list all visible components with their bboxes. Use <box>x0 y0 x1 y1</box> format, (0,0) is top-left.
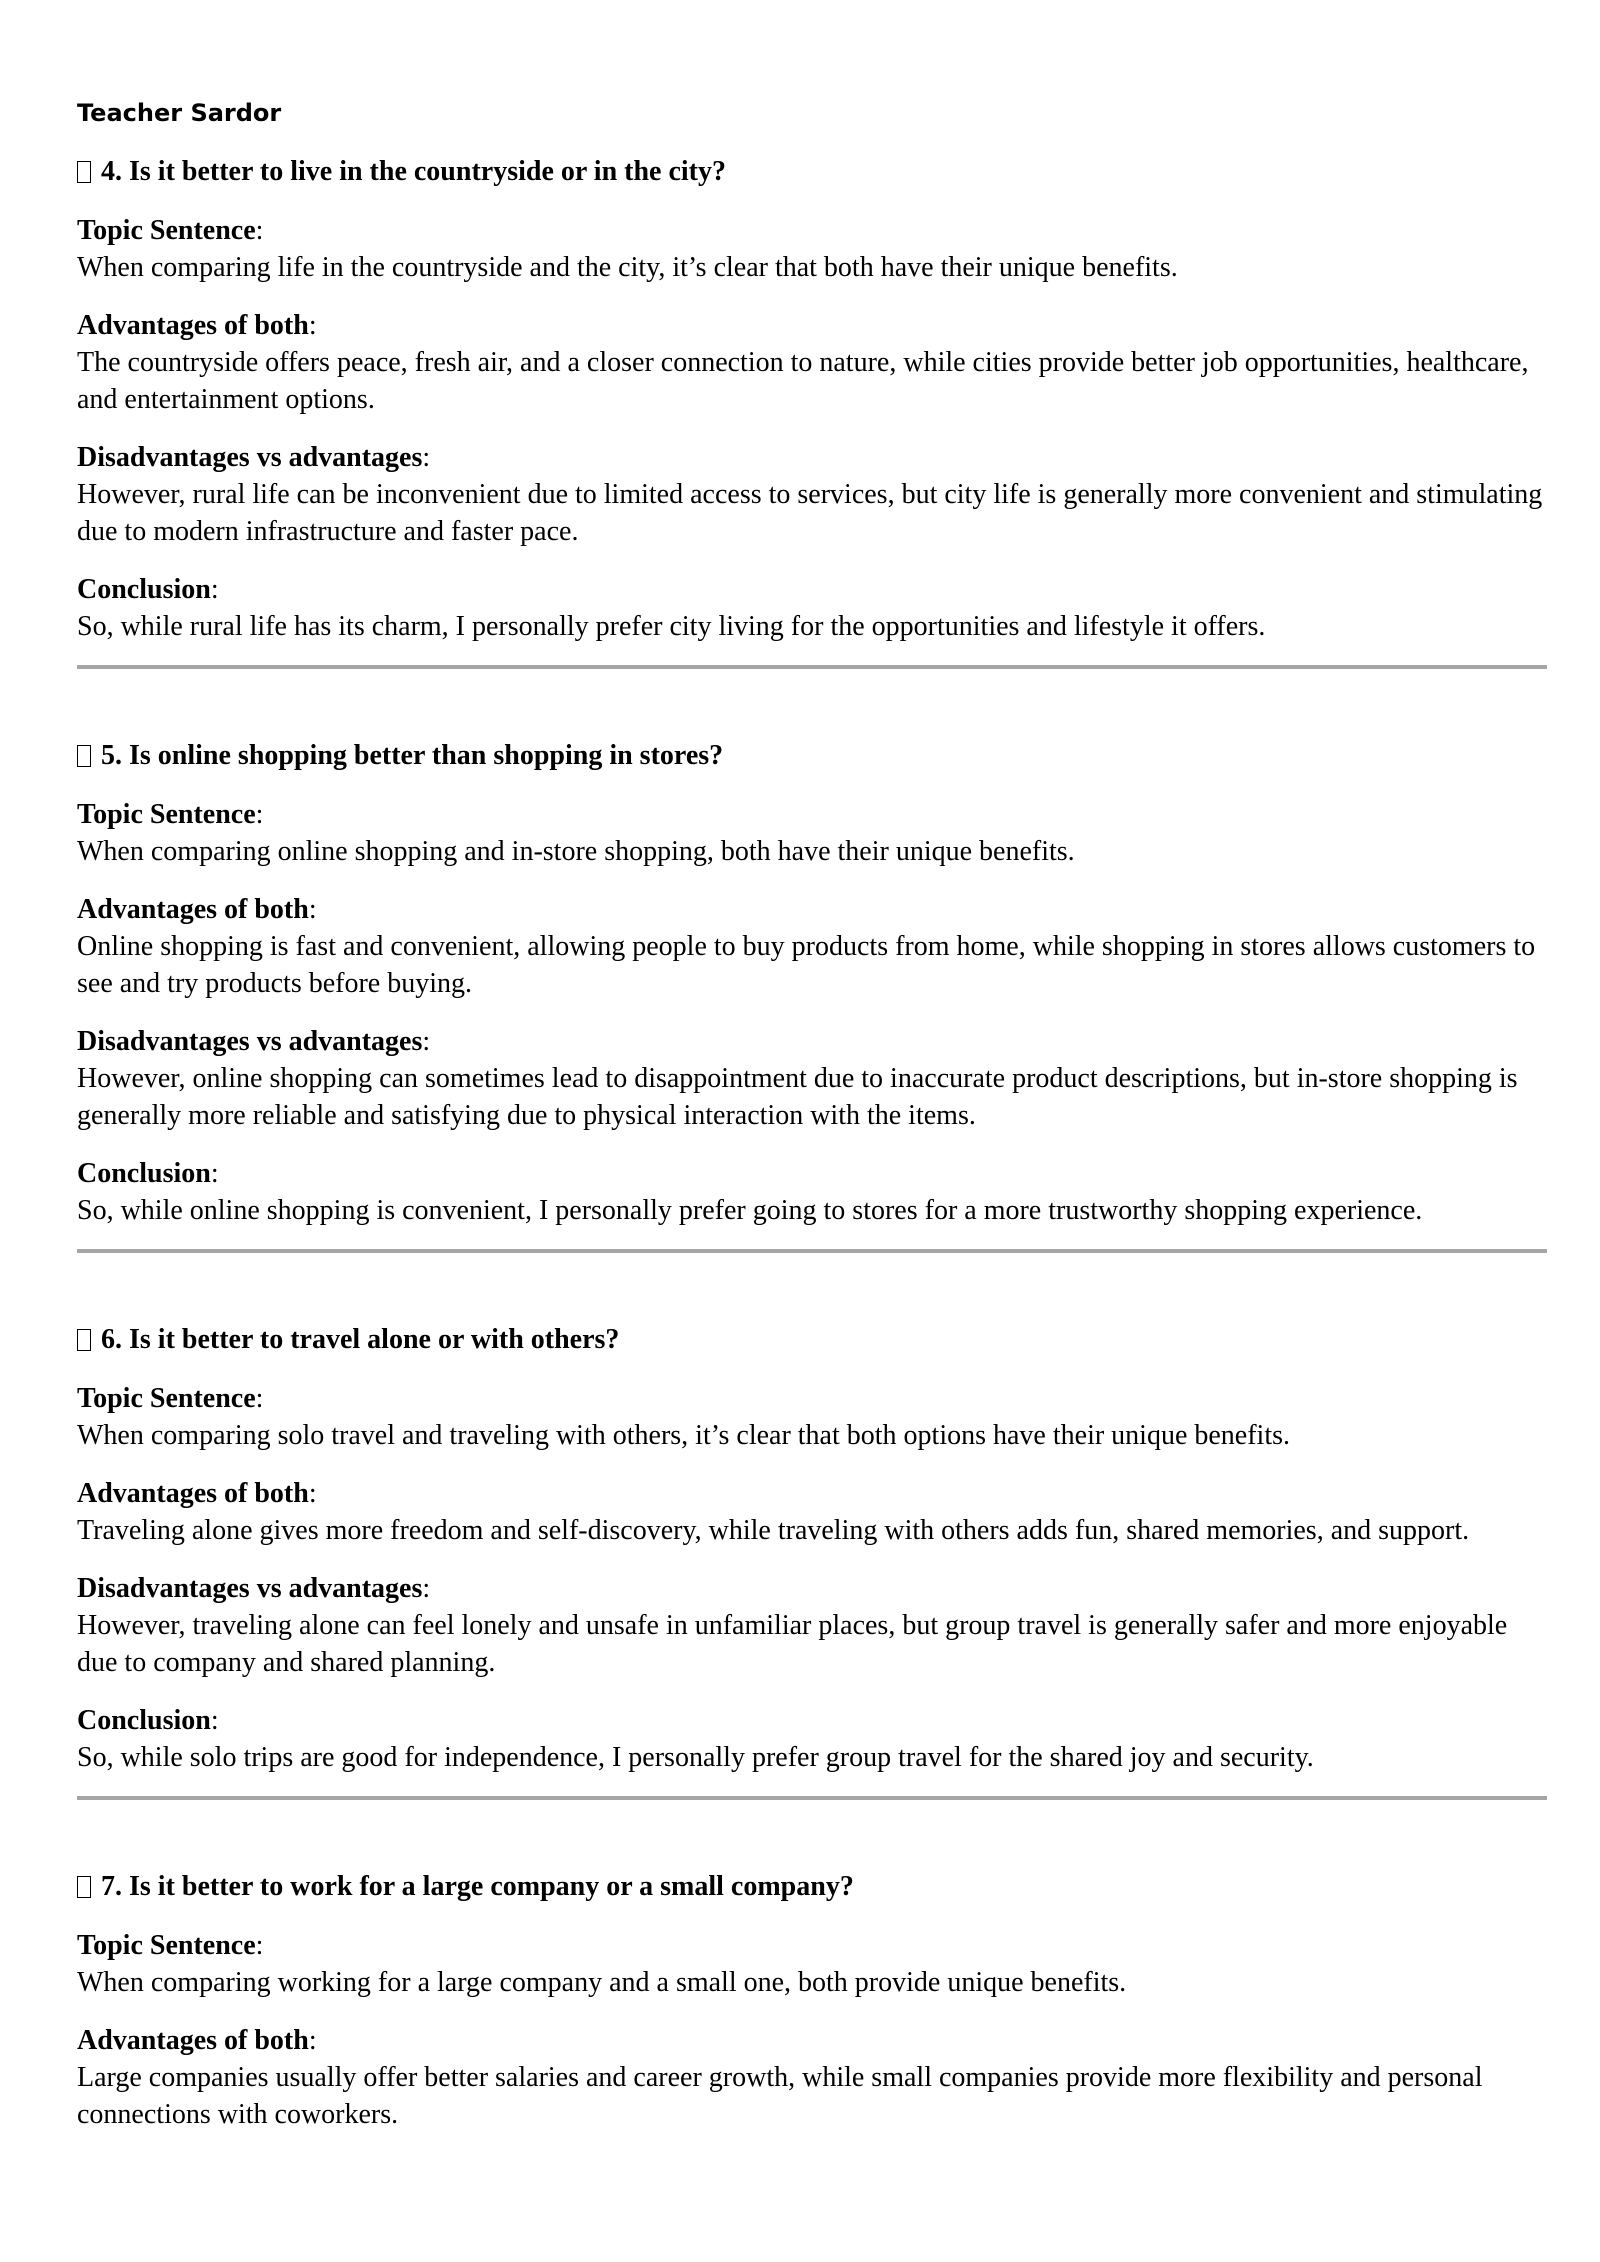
question-title <box>77 154 1547 190</box>
question-title <box>77 1869 1547 1905</box>
missing-glyph-icon <box>77 1329 91 1351</box>
section-divider <box>77 1249 1547 1253</box>
section-text: When comparing working for a large company and a small one, both provide unique benefits. <box>77 1967 1127 1998</box>
question-block <box>77 154 1547 645</box>
section-label: Topic Sentence <box>77 1383 256 1414</box>
section-label: Conclusion <box>77 1705 211 1736</box>
advantages-section: Advantages of both: The countryside offers peace, fresh air, and a closer connection to nature, while cities provide better job opportunities, healthcare, and entertainment options. <box>77 310 1529 415</box>
section-label: Topic Sentence <box>77 799 256 830</box>
document-page <box>77 96 1547 2154</box>
missing-glyph-icon <box>77 745 91 767</box>
section-text: When comparing online shopping and in-store shopping, both have their unique benefits. <box>77 836 1075 867</box>
section-label: Topic Sentence <box>77 215 256 246</box>
section-text: So, while solo trips are good for independence, I personally prefer group travel for the shared joy and security. <box>77 1742 1314 1773</box>
section-text: When comparing life in the countryside and the city, it’s clear that both have their unique benefits. <box>77 252 1178 283</box>
question-title-text: 4. Is it better to live in the countryside or in the city? <box>101 156 727 187</box>
disadvantages-section: Disadvantages vs advantages: However, rural life can be inconvenient due to limited access to services, but city life is generally more convenient and stimulating due to modern infrastructure and faster pace. <box>77 442 1543 547</box>
section-text: However, rural life can be inconvenient due to limited access to services, but city life is generally more convenient and stimulating due to modern infrastructure and faster pace. <box>77 479 1543 547</box>
conclusion-section: Conclusion: So, while rural life has its charm, I personally prefer city living for the opportunities and lifestyle it offers. <box>77 574 1266 642</box>
section-text: So, while rural life has its charm, I personally prefer city living for the opportunities and lifestyle it offers. <box>77 611 1266 642</box>
topic-sentence: Topic Sentence: When comparing life in the countryside and the city, it’s clear that both have their unique benefits. <box>77 215 1178 283</box>
section-divider <box>77 1796 1547 1800</box>
section-label: Advantages of both <box>77 894 309 925</box>
section-text: Online shopping is fast and convenient, allowing people to buy products from home, while shopping in stores allows customers to see and try products before buying. <box>77 931 1536 999</box>
question-block <box>77 738 1547 1229</box>
topic-sentence: Topic Sentence: When comparing working for a large company and a small one, both provide unique benefits. <box>77 1930 1127 1998</box>
section-text: The countryside offers peace, fresh air, and a closer connection to nature, while cities provide better job opportunities, healthcare, and entertainment options. <box>77 347 1529 415</box>
question-title <box>77 738 1547 774</box>
missing-glyph-icon <box>77 1876 91 1898</box>
section-text: Traveling alone gives more freedom and self-discovery, while traveling with others adds fun, shared memories, and support. <box>77 1515 1470 1546</box>
section-divider <box>77 665 1547 669</box>
conclusion-section: Conclusion: So, while solo trips are good for independence, I personally prefer group travel for the shared joy and security. <box>77 1705 1314 1773</box>
advantages-section: Advantages of both: Traveling alone gives more freedom and self-discovery, while traveling with others adds fun, shared memories, and support. <box>77 1478 1470 1546</box>
question-title-text: 5. Is online shopping better than shopping in stores? <box>101 740 724 771</box>
question-title-text: 7. Is it better to work for a large company or a small company? <box>101 1871 854 1902</box>
section-label: Disadvantages vs advantages <box>77 1573 423 1604</box>
advantages-section: Advantages of both: Large companies usually offer better salaries and career growth, while small companies provide more flexibility and personal connections with coworkers. <box>77 2025 1483 2130</box>
section-text: So, while online shopping is convenient, I personally prefer going to stores for a more trustworthy shopping experience. <box>77 1195 1423 1226</box>
section-label: Topic Sentence <box>77 1930 256 1961</box>
advantages-section: Advantages of both: Online shopping is fast and convenient, allowing people to buy products from home, while shopping in stores allows customers to see and try products before buying. <box>77 894 1536 999</box>
section-label: Advantages of both <box>77 1478 309 1509</box>
section-label: Advantages of both <box>77 310 309 341</box>
question-title-text: 6. Is it better to travel alone or with others? <box>101 1324 620 1355</box>
section-label: Conclusion <box>77 574 211 605</box>
section-label: Disadvantages vs advantages <box>77 1026 423 1057</box>
section-text: When comparing solo travel and traveling with others, it’s clear that both options have their unique benefits. <box>77 1420 1291 1451</box>
disadvantages-section: Disadvantages vs advantages: However, online shopping can sometimes lead to disappointment due to inaccurate product descriptions, but in-store shopping is generally more reliable and satisfying due to physical interaction with the items. <box>77 1026 1518 1131</box>
author-name: Teacher Sardor <box>77 99 282 127</box>
question-block <box>77 1869 1547 2133</box>
question-block <box>77 1322 1547 1776</box>
conclusion-section: Conclusion: So, while online shopping is convenient, I personally prefer going to stores for a more trustworthy shopping experience. <box>77 1158 1423 1226</box>
section-text: However, online shopping can sometimes lead to disappointment due to inaccurate product descriptions, but in-store shopping is generally more reliable and satisfying due to physical interaction with the items. <box>77 1063 1518 1131</box>
section-label: Advantages of both <box>77 2025 309 2056</box>
question-title <box>77 1322 1547 1358</box>
disadvantages-section: Disadvantages vs advantages: However, traveling alone can feel lonely and unsafe in unfamiliar places, but group travel is generally safer and more enjoyable due to company and shared planning. <box>77 1573 1508 1678</box>
section-text: However, traveling alone can feel lonely and unsafe in unfamiliar places, but group travel is generally safer and more enjoyable due to company and shared planning. <box>77 1610 1508 1678</box>
section-label: Disadvantages vs advantages <box>77 442 423 473</box>
topic-sentence: Topic Sentence: When comparing solo travel and traveling with others, it’s clear that both options have their unique benefits. <box>77 1383 1291 1451</box>
section-label: Conclusion <box>77 1158 211 1189</box>
topic-sentence: Topic Sentence: When comparing online shopping and in-store shopping, both have their unique benefits. <box>77 799 1075 867</box>
section-text: Large companies usually offer better salaries and career growth, while small companies provide more flexibility and personal connections with coworkers. <box>77 2062 1483 2130</box>
missing-glyph-icon <box>77 161 91 183</box>
